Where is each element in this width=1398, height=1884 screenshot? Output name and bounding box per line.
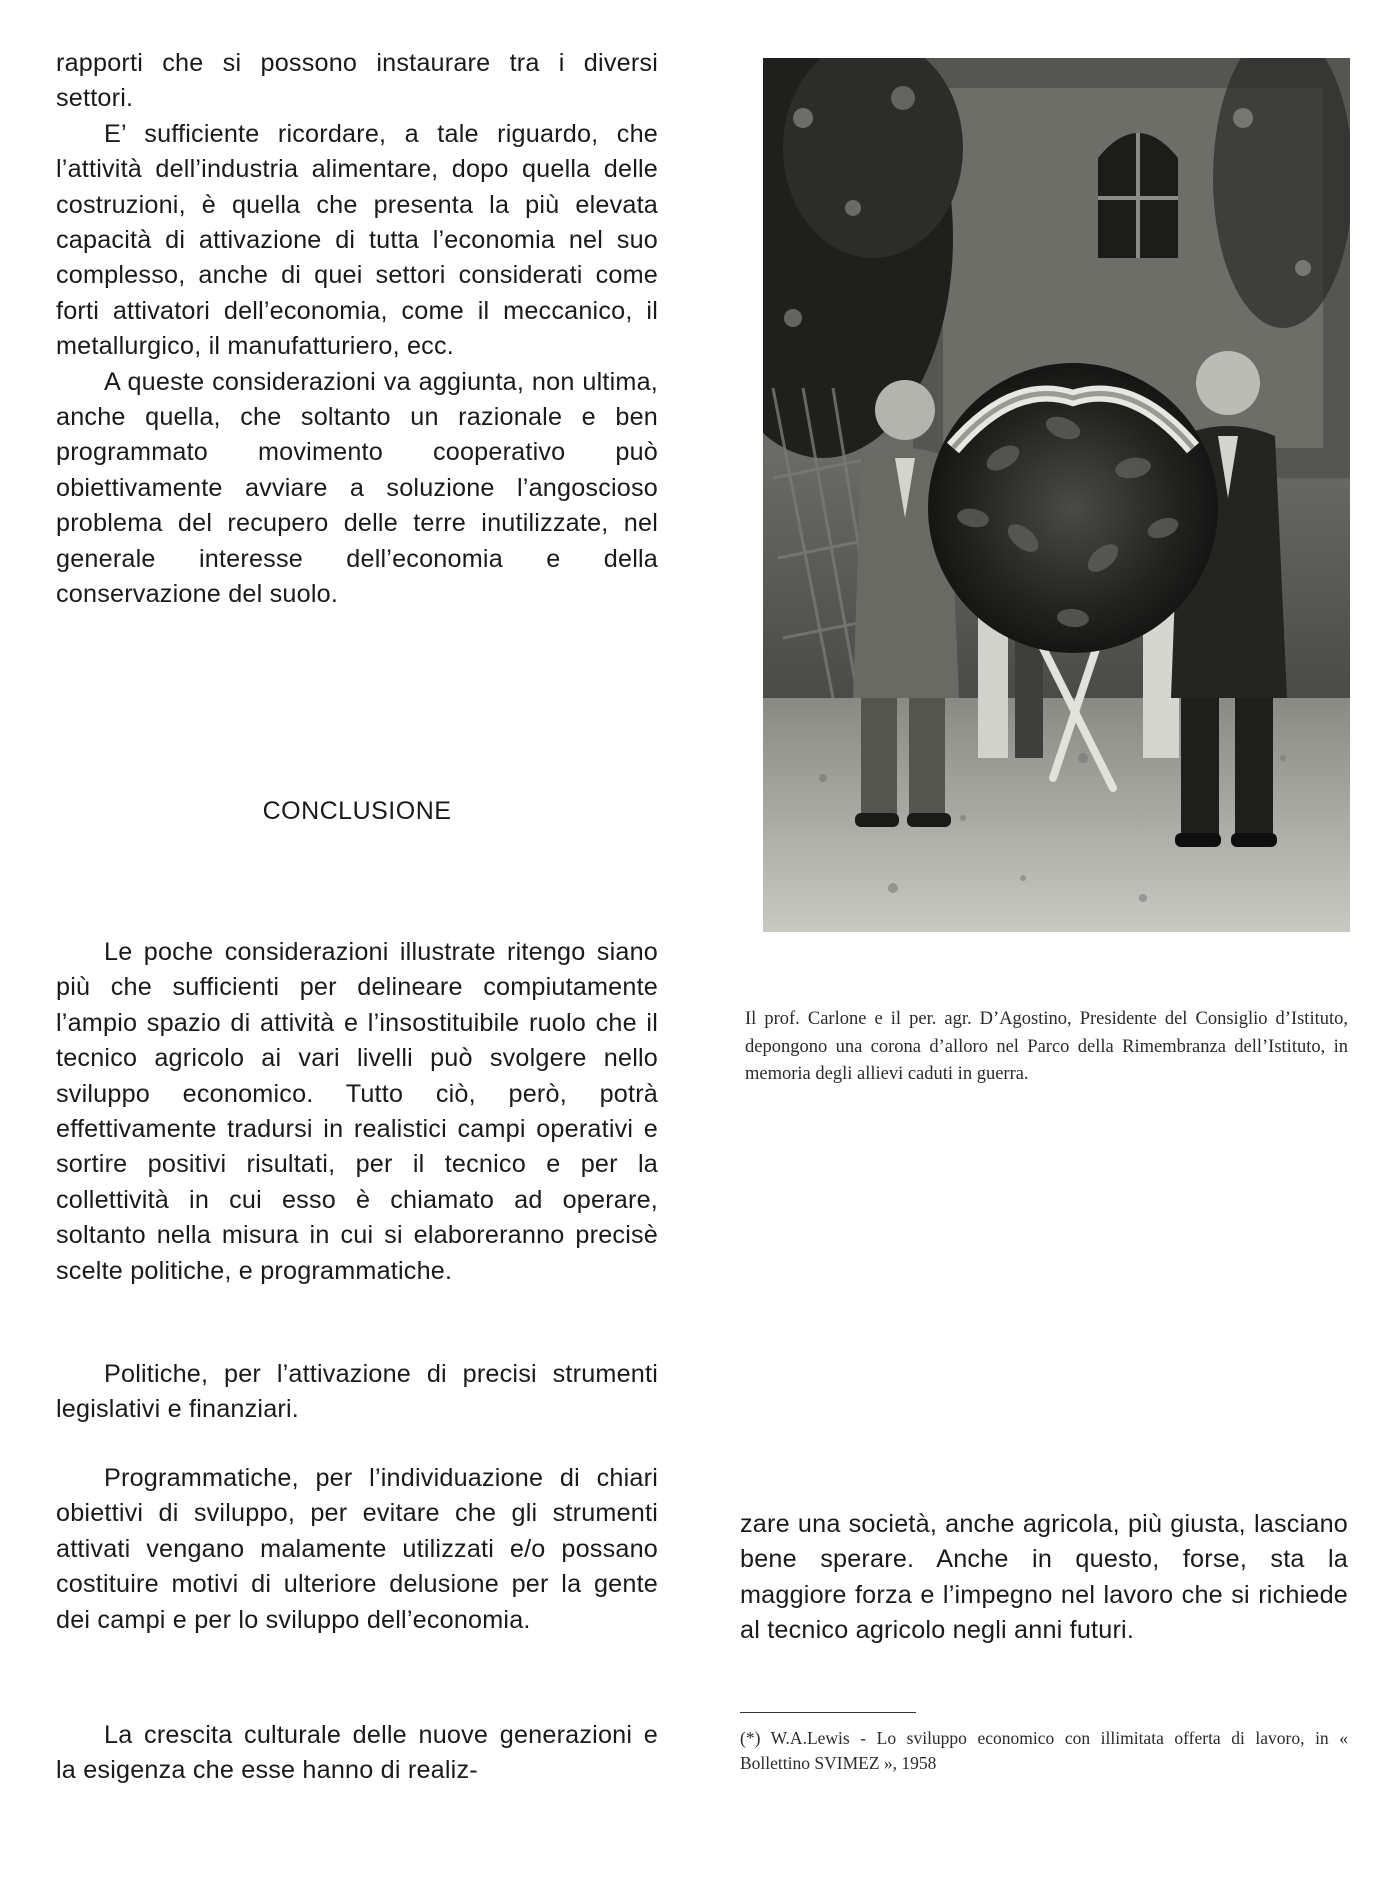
paragraph-crescita: La crescita culturale delle nuove generazioni e la esigenza che esse hanno di realiz- <box>56 1721 658 1785</box>
paragraph-programmatiche: Programmatiche, per l’individuazione di chiari obiettivi di sviluppo, per evitare che gli strumenti attivati vengano malamente utilizzati e/o possano costituire motivi di ulteriore delusione per la gente dei campi e per lo sviluppo dell’economia. <box>56 1464 658 1634</box>
photo-caption: Il prof. Carlone e il per. agr. D’Agostino, Presidente del Consiglio d’Istituto, depongono una corona d’alloro nel Parco della Rimembranza dell’Istituto, in memoria degli allievi caduti in guerra. <box>745 1009 1348 1084</box>
footnote-rule <box>740 1712 916 1713</box>
paragraph-continued-right: zare una società, anche agricola, più giusta, lasciano bene sperare. Anche in questo, forse, sta la maggiore forza e l’impegno nel lavoro che si richiede al tecnico agricolo negli anni futuri. <box>740 1510 1348 1645</box>
left-column-conclusion <box>56 935 658 1289</box>
paragraph-cooperative: A queste considerazioni va aggiunta, non ultima, anche quella, che soltanto un razionale e ben programmato movimento cooperativo può obiettivamente avviare a soluzione l’angoscioso problema del recupero delle terre inutilizzate, nel generale interesse dell’economia e della conservazione del suolo. <box>56 367 658 609</box>
paragraph-conclusion: Le poche considerazioni illustrate ritengo siano più che sufficienti per delineare compiutamente l’ampio spazio di attività e l’insostituibile ruolo che il tecnico agricolo ai vari livelli può svolgere nello sviluppo economico. Tutto ciò, però, potrà effettivamente tradursi in realistici campi operativi e sortire positivi risultati, per il tecnico e per la collettività in cui esso è chiamato ad operare, soltanto nella misura in cui si elaboreranno precisè scelte politiche, e programmatiche. <box>56 938 658 1285</box>
photo-illustration <box>763 58 1350 932</box>
left-column <box>56 46 658 613</box>
left-column-politiche <box>56 1357 658 1428</box>
paragraph-politiche: Politiche, per l’attivazione di precisi strumenti legislativi e finanziari. <box>56 1360 658 1424</box>
right-column-continuation <box>740 1507 1348 1649</box>
section-heading-conclusione: CONCLUSIONE <box>262 797 452 825</box>
left-column-programmatiche <box>56 1461 658 1638</box>
left-column-crescita <box>56 1718 658 1789</box>
paragraph-industry: E’ sufficiente ricordare, a tale riguardo, che l’attività dell’industria alimentare, dopo quella delle costruzioni, è quella che presenta la più elevata capacità di attivazione di tutta l’economia nel suo complesso, anche di quei settori considerati come forti attivatori dell’economia, come il meccanico, il metallurgico, il manufatturiero, ecc. <box>56 119 658 361</box>
photograph-wreath-ceremony <box>763 58 1350 932</box>
paragraph-top-continued: rapporti che si possono instaurare tra i diversi settori. <box>56 49 658 113</box>
footnote: (*) W.A.Lewis - Lo sviluppo economico con illimitata offerta di lavoro, in « Bollettino SVIMEZ », 1958 <box>740 1728 1348 1773</box>
